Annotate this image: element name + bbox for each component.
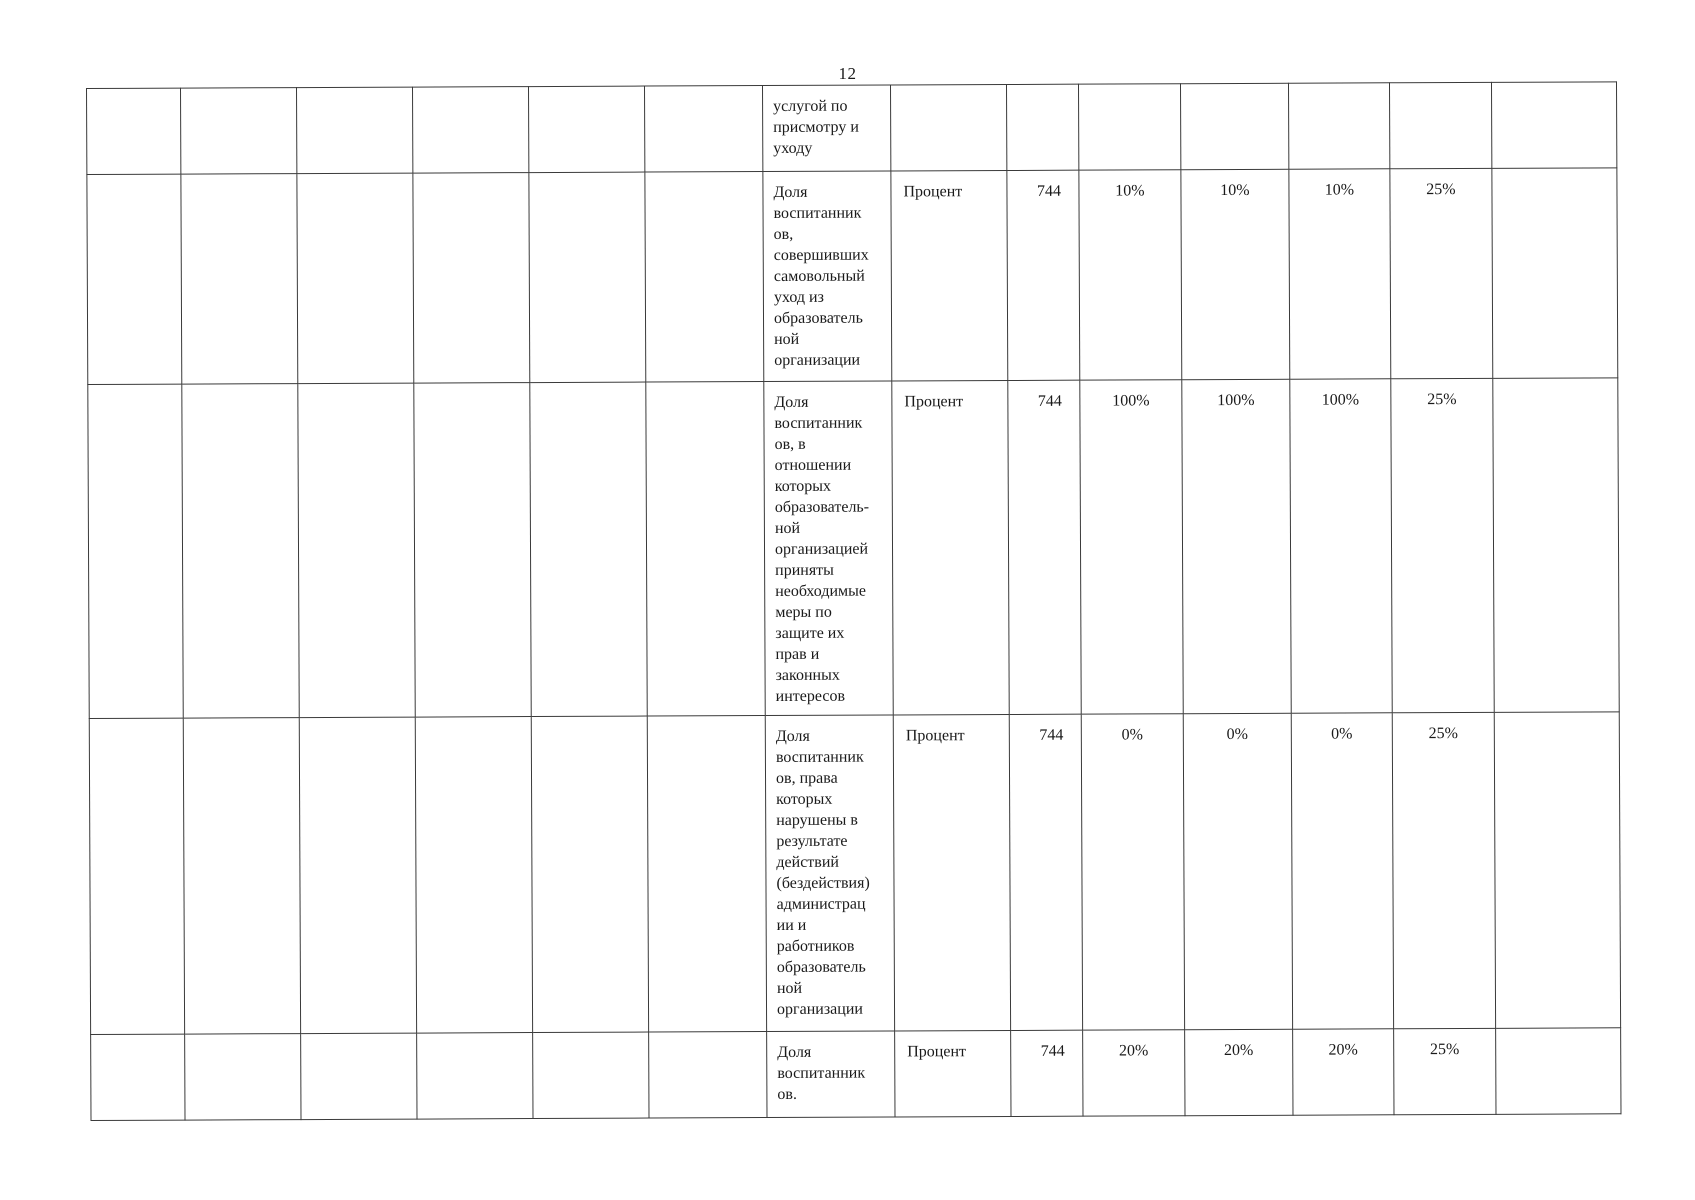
empty-cell	[297, 87, 413, 174]
indicator-name-line: интересов	[775, 687, 846, 705]
indicator-name-line: самовольный	[773, 267, 865, 286]
value-cell-year-3: 10%	[1289, 169, 1391, 379]
empty-cell	[528, 86, 644, 173]
empty-cell	[87, 174, 182, 384]
empty-cell	[87, 88, 181, 174]
indicator-name-line: администрац	[776, 895, 866, 913]
indicator-name-line: организации	[774, 351, 861, 369]
empty-cell	[299, 717, 416, 1034]
table-row	[89, 712, 1620, 1035]
empty-cell	[646, 382, 765, 717]
empty-cell	[298, 383, 415, 718]
value-cell-year-1: 100%	[1080, 380, 1183, 714]
indicator-name-line: услугой по	[773, 97, 848, 116]
empty-cell	[417, 1033, 533, 1120]
indicators-table	[86, 81, 1621, 1121]
empty-cell	[531, 716, 648, 1033]
indicator-name-line: Доля	[777, 1043, 812, 1061]
empty-cell	[413, 173, 530, 384]
empty-cell	[1492, 168, 1618, 379]
value-cell-year-2: 20%	[1185, 1029, 1293, 1115]
okei-code-cell: 744	[1008, 380, 1081, 714]
value-cell-year-2	[1180, 83, 1288, 169]
okei-code-cell: 744	[1011, 1030, 1083, 1116]
indicator-name-cell	[767, 1031, 895, 1118]
indicator-name-line: отношении	[774, 456, 852, 474]
empty-cell	[1494, 712, 1620, 1029]
empty-cell	[185, 1034, 301, 1121]
unit-cell: Процент	[895, 1030, 1011, 1117]
indicator-name-line: ов, в	[774, 435, 806, 453]
indicator-name-line: Доля	[774, 393, 809, 411]
value-cell-year-1: 10%	[1079, 170, 1182, 380]
empty-cell	[645, 172, 764, 383]
indicator-name-cell	[764, 381, 893, 716]
empty-cell	[181, 174, 298, 385]
indicator-name-line: ов,	[773, 225, 794, 244]
empty-cell	[412, 87, 528, 174]
indicator-name-line: организацией	[774, 540, 869, 558]
page-number: 12	[838, 64, 857, 83]
empty-cell	[1496, 1028, 1621, 1115]
empty-cell	[301, 1033, 417, 1120]
empty-cell	[183, 718, 300, 1035]
indicator-name-line: Доля	[775, 727, 810, 745]
indicator-name-line: меры по	[775, 603, 832, 621]
value-cell-year-2: 100%	[1182, 379, 1291, 713]
empty-cell	[414, 383, 531, 718]
allowed-deviation-cell: 25%	[1394, 1028, 1496, 1114]
okei-code-cell: 744	[1009, 714, 1082, 1030]
empty-cell	[533, 1032, 649, 1119]
indicator-name-line: уход из	[773, 288, 824, 307]
value-cell-year-1	[1078, 84, 1180, 170]
indicator-name-line: присмотру и	[773, 118, 859, 137]
allowed-deviation-cell: 25%	[1390, 168, 1493, 378]
value-cell-year-3: 100%	[1290, 379, 1392, 713]
table-row	[91, 1028, 1621, 1121]
empty-cell	[644, 86, 762, 173]
table-row	[87, 168, 1618, 385]
value-cell-year-2: 10%	[1181, 169, 1290, 379]
indicator-name-line: действий	[776, 853, 840, 871]
indicator-name-line: ной	[774, 330, 800, 348]
allowed-deviation-cell	[1389, 82, 1491, 168]
allowed-deviation-cell: 25%	[1392, 712, 1495, 1028]
indicator-name-line: приняты	[775, 561, 834, 579]
indicator-name-line: ов.	[777, 1085, 797, 1103]
value-cell-year-2: 0%	[1183, 713, 1292, 1029]
empty-cell	[1493, 378, 1619, 713]
indicator-name-line: образователь-	[774, 498, 870, 516]
indicator-name-line: ов, права	[775, 769, 838, 787]
empty-cell	[415, 717, 532, 1034]
table-row	[87, 82, 1617, 175]
indicator-name-line: которых	[774, 477, 832, 495]
indicator-name-line: законных	[775, 666, 840, 684]
indicator-name-line: Доля	[773, 183, 808, 202]
unit-cell: Процент	[891, 170, 1008, 381]
value-cell-year-1: 20%	[1083, 1030, 1185, 1116]
indicator-name-line: (бездействия)	[776, 874, 870, 892]
empty-cell	[1491, 82, 1616, 169]
indicator-name-line: воспитанник	[775, 748, 864, 766]
indicator-name-line: защите их	[775, 624, 845, 642]
indicator-name-line: ии и	[776, 916, 807, 934]
indicator-name-cell	[763, 171, 892, 382]
indicator-name-line: образователь	[773, 309, 863, 328]
value-cell-year-1: 0%	[1081, 714, 1184, 1030]
indicator-name-line: воспитанник	[777, 1064, 866, 1082]
empty-cell	[89, 718, 184, 1034]
indicator-name-line: результате	[776, 832, 848, 850]
indicator-name-line: работников	[776, 937, 855, 955]
indicator-name-line: прав и	[775, 645, 820, 663]
empty-cell	[529, 172, 646, 383]
indicator-name-line: необходимые	[775, 582, 867, 600]
value-cell-year-3: 0%	[1291, 713, 1393, 1029]
indicator-name-line: совершивших	[773, 246, 869, 265]
indicator-name-line: воспитанник	[774, 414, 863, 432]
indicator-name-line: ной	[776, 979, 803, 997]
empty-cell	[91, 1034, 185, 1120]
indicator-name-line: организации	[776, 1000, 863, 1018]
value-cell-year-3	[1288, 83, 1389, 169]
unit-cell: Процент	[892, 380, 1009, 715]
indicator-name-cell	[765, 715, 894, 1032]
indicator-name-line: воспитанник	[773, 204, 862, 223]
indicator-name-cell	[762, 85, 890, 172]
allowed-deviation-cell: 25%	[1391, 378, 1494, 712]
empty-cell	[297, 173, 414, 384]
indicator-name-line: которых	[776, 790, 833, 808]
value-cell-year-3: 20%	[1293, 1029, 1394, 1115]
unit-cell: Процент	[893, 714, 1010, 1031]
empty-cell	[182, 384, 299, 719]
indicator-name-line: нарушены в	[776, 811, 858, 829]
empty-cell	[530, 382, 647, 717]
indicator-name-line: образователь	[776, 958, 866, 976]
okei-code-cell: 744	[1007, 170, 1080, 380]
table-row	[88, 378, 1619, 719]
empty-cell	[649, 1032, 767, 1119]
okei-code-cell	[1006, 84, 1078, 170]
indicator-name-line: уходу	[773, 139, 813, 158]
indicator-name-line: ной	[774, 519, 801, 537]
empty-cell	[88, 384, 183, 718]
empty-cell	[181, 88, 297, 175]
unit-cell	[890, 84, 1006, 171]
empty-cell	[647, 716, 766, 1033]
